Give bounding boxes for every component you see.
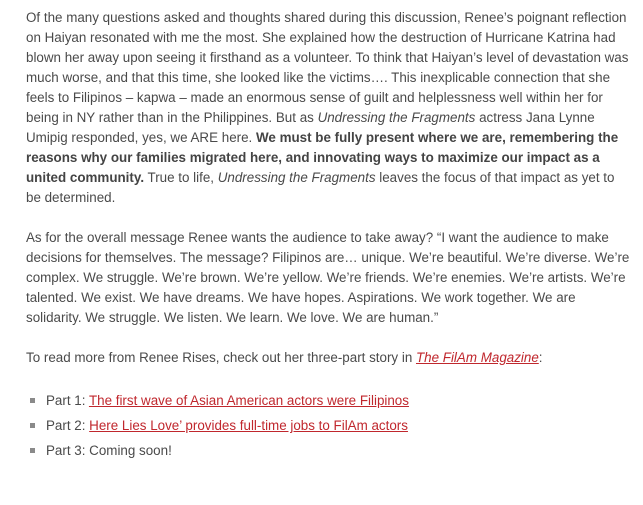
filam-magazine-link-text: The FilAm Magazine [415,350,539,365]
p1-text-2: actress Jana Lynne Umipig responded, yes, we ARE here. [26,110,595,145]
part-3-label: Part 3: Coming soon! [46,443,172,458]
p1-title-italic-1: Undressing the Fragments [317,110,476,125]
paragraph-haiyan-reflection [26,8,630,208]
square-bullet-icon [30,398,35,403]
part-1-link[interactable]: The first wave of Asian American actors were Filipinos [88,393,409,408]
p1-bold-statement: We must be fully present where we are, remembering the reasons why our families migrated here, and innovating ways to maximize our impact as a united community. [26,130,619,185]
article-body [26,8,630,463]
paragraph-read-more [26,348,630,368]
list-item-part-3 [26,438,630,463]
list-item-part-2 [26,413,630,438]
p1-text-1: Of the many questions asked and thoughts shared during this discussion, Renee’s poignant reflection on Haiyan resonated with me the most. She explained how the destruction of Hurricane Katrina had blown her away upon seeing it firsthand as a volunteer. To think that Haiyan’s level of devastation was much worse, and that this time, she looked like the victims…. This inexplicable connection that she feels to Filipinos – kapwa – made an enormous sense of guilt and helplessness well within her for being in NY rather than in the Philippines. But as [26,10,629,125]
part-1-label: Part 1: [46,393,89,408]
read-more-text: To read more from Renee Rises, check out her three-part story in [26,350,416,365]
story-parts-list [26,388,630,463]
part-2-label: Part 2: [46,418,90,433]
part-2-link[interactable]: Here Lies Love’ provides full-time jobs to FilAm actors [89,418,408,433]
read-more-suffix: : [538,350,543,365]
filam-magazine-link[interactable] [416,350,539,365]
list-item-part-1 [26,388,630,413]
p1-text-3: True to life, [144,170,218,185]
p1-title-italic-2: Undressing the Fragments [217,170,376,185]
paragraph-overall-message: As for the overall message Renee wants the audience to take away? “I want the audience to make decisions for themselves. The message? Filipinos are… unique. We’re beautiful. We’re diverse. We’re complex. We struggle. We’re brown. We’re yellow. We’re friends. We’re enemies. We’re artists. We’re talented. We exist. We have dreams. We have hopes. Aspirations. We work together. We are solidarity. We struggle. We listen. We learn. We love. We are human.” [26,230,630,325]
p1-text-4: leaves the focus of that impact as yet to be determined. [26,170,615,205]
square-bullet-icon [30,423,35,428]
square-bullet-icon [30,448,35,453]
